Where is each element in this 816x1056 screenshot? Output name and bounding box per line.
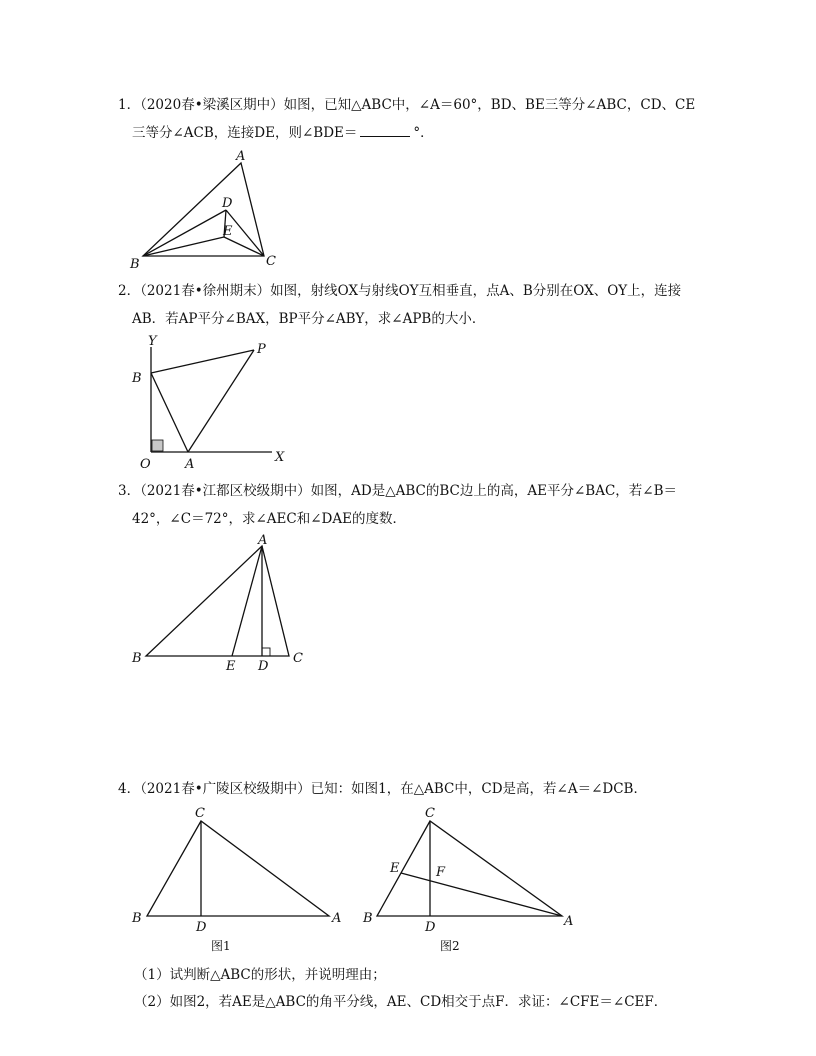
fig2-label-p: P bbox=[257, 342, 266, 357]
problem-3-line-1: 3．（2021春•江都区校级期中）如图，AD是△ABC的BC边上的高，AE平分∠BAC，若∠B＝ bbox=[118, 483, 678, 499]
fig2-label-x: X bbox=[275, 450, 285, 465]
fig3-label-e: E bbox=[226, 659, 236, 674]
problem-1-tail: °． bbox=[413, 125, 434, 141]
fig3-label-b: B bbox=[132, 651, 142, 666]
problem-1-line-2-text: 三等分∠ACB，连接DE，则∠BDE＝ bbox=[132, 125, 358, 141]
fig1-label-a: A bbox=[236, 149, 246, 164]
problem-1-line-1: 1．（2020春•梁溪区期中）如图，已知△ABC中，∠A＝60°，BD、BE三等分∠ABC，CD、CE bbox=[118, 97, 696, 113]
fig4-2-label-d: D bbox=[425, 920, 436, 935]
fig3-label-a: A bbox=[258, 533, 268, 548]
problem-4-line-1: 4．（2021春•广陵区校级期中）已知：如图1，在△ABC中，CD是高，若∠A＝∠DCB． bbox=[118, 781, 647, 797]
fig1-label-d: D bbox=[222, 196, 233, 211]
figure-4-2-lines bbox=[377, 821, 562, 916]
problem-2-line-1: 2．（2021春•徐州期末）如图，射线OX与射线OY互相垂直，点A、B分别在OX、OY上，连接 bbox=[118, 283, 682, 299]
fig4-2-label-c: C bbox=[425, 806, 435, 821]
fig4-1-label-c: C bbox=[195, 806, 205, 821]
fig4-1-label-d: D bbox=[196, 920, 207, 935]
fig2-label-y: Y bbox=[148, 334, 157, 349]
problem-3-line-2: 42°，∠C＝72°，求∠AEC和∠DAE的度数． bbox=[132, 511, 406, 527]
fig4-2-label-a: A bbox=[564, 914, 574, 929]
figure-1-caption: 图1 bbox=[211, 939, 231, 953]
fig4-2-label-e: E bbox=[390, 861, 400, 876]
fig1-label-b: B bbox=[130, 257, 140, 272]
fig4-2-label-b: B bbox=[363, 911, 373, 926]
fig2-label-a: A bbox=[185, 457, 195, 472]
fig4-1-label-b: B bbox=[132, 911, 142, 926]
problem-2-line-2: AB．若AP平分∠BAX，BP平分∠ABY，求∠APB的大小． bbox=[132, 311, 486, 327]
fig2-label-o: O bbox=[140, 457, 151, 472]
problem-4-subquestion-1: （1）试判断△ABC的形状，并说明理由； bbox=[134, 967, 386, 983]
problem-4-subquestion-2: （2）如图2，若AE是△ABC的角平分线，AE、CD相交于点F．求证：∠CFE＝∠CEF． bbox=[134, 994, 668, 1010]
fig2-label-b: B bbox=[132, 371, 142, 386]
fig3-label-d: D bbox=[258, 659, 269, 674]
figure-2-caption: 图2 bbox=[440, 939, 460, 953]
fig4-1-label-a: A bbox=[332, 911, 342, 926]
fig1-label-e: E bbox=[223, 224, 233, 239]
fig4-2-label-f: F bbox=[436, 865, 446, 880]
fig3-label-c: C bbox=[293, 651, 303, 666]
fig1-label-c: C bbox=[266, 254, 276, 269]
